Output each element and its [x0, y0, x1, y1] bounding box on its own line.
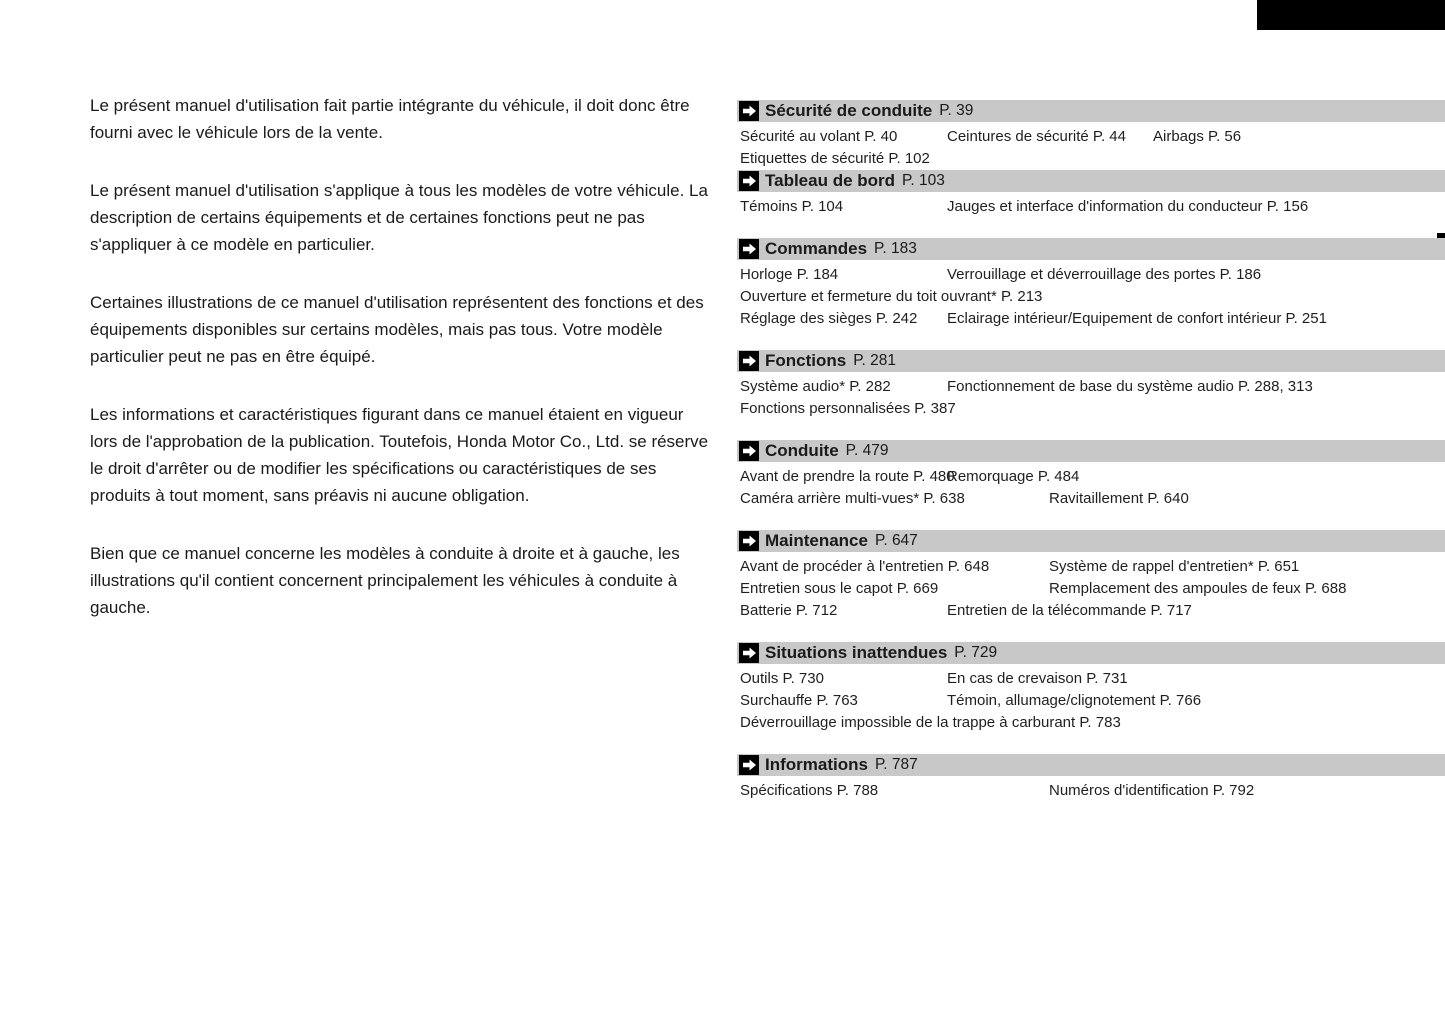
section-title: Sécurité de conduite — [765, 101, 933, 120]
table-of-contents — [737, 100, 1445, 822]
chapter-arrow-icon — [739, 101, 759, 121]
toc-section-header[interactable] — [737, 100, 1445, 122]
chapter-arrow-icon — [739, 171, 759, 191]
toc-section-securite-de-conduite — [737, 100, 1445, 170]
toc-row — [737, 578, 1445, 600]
toc-item[interactable]: Outils P. 730 — [740, 670, 824, 687]
section-title: Fonctions — [765, 351, 847, 370]
intro-text-block — [90, 92, 715, 652]
intro-paragraph: Les informations et caractéristiques figurant dans ce manuel étaient en vigueur lors de l'approbation de la publication. Toutefois, Honda Motor Co., Ltd. se réserve le droit d'arrêter ou de modifier les spécifications ou caractéristiques de ses produits à tout moment, sans préavis ni aucune obligation. — [90, 405, 709, 505]
toc-rows — [737, 556, 1445, 622]
toc-row — [737, 264, 1445, 286]
section-title: Informations — [765, 755, 868, 774]
toc-row — [737, 690, 1445, 712]
toc-section-header[interactable] — [737, 530, 1445, 552]
toc-rows — [737, 780, 1445, 802]
toc-item[interactable]: Etiquettes de sécurité P. 102 — [740, 150, 930, 167]
toc-rows — [737, 376, 1445, 420]
toc-item[interactable]: Avant de procéder à l'entretien P. 648 — [740, 558, 990, 575]
chapter-arrow-icon — [739, 643, 759, 663]
toc-rows — [737, 264, 1445, 330]
toc-row — [737, 668, 1445, 690]
toc-item[interactable]: Surchauffe P. 763 — [740, 692, 858, 709]
toc-item[interactable]: Batterie P. 712 — [740, 602, 838, 619]
intro-paragraph: Certaines illustrations de ce manuel d'utilisation représentent des fonctions et des équipements disponibles sur certains modèles, mais pas tous. Votre modèle particulier peut ne pas en être équipé. — [90, 293, 704, 366]
toc-row — [737, 126, 1445, 148]
section-page-ref: P. 647 — [874, 532, 918, 549]
corner-black-bar — [1257, 0, 1445, 30]
chapter-arrow-icon — [739, 239, 759, 259]
toc-section-conduite — [737, 440, 1445, 510]
toc-section-header[interactable] — [737, 642, 1445, 664]
toc-item[interactable]: Verrouillage et déverrouillage des portes P. 186 — [947, 266, 1262, 283]
section-page-ref: P. 729 — [954, 644, 998, 661]
section-page-ref: P. 281 — [853, 352, 897, 369]
chapter-arrow-icon — [739, 441, 759, 461]
toc-item[interactable]: Fonctionnement de base du système audio P. 288, 313 — [947, 378, 1313, 395]
toc-item[interactable]: Ravitaillement P. 640 — [1049, 490, 1189, 507]
toc-row — [737, 308, 1445, 330]
toc-section-header[interactable] — [737, 238, 1445, 260]
toc-row — [737, 466, 1445, 488]
toc-item[interactable]: Spécifications P. 788 — [740, 782, 879, 799]
section-page-ref: P. 787 — [874, 756, 918, 773]
toc-item[interactable]: Remplacement des ampoules de feux P. 688 — [1049, 580, 1347, 597]
chapter-arrow-icon — [739, 531, 759, 551]
toc-item[interactable]: Horloge P. 184 — [740, 266, 839, 283]
toc-row — [737, 148, 1445, 170]
toc-row — [737, 556, 1445, 578]
toc-item[interactable]: Système de rappel d'entretien* P. 651 — [1049, 558, 1300, 575]
toc-item[interactable]: Airbags P. 56 — [1153, 128, 1242, 145]
toc-item[interactable]: Réglage des sièges P. 242 — [740, 310, 918, 327]
toc-item[interactable]: Système audio* P. 282 — [740, 378, 891, 395]
toc-row — [737, 376, 1445, 398]
section-title: Maintenance — [765, 531, 868, 550]
toc-item[interactable]: Fonctions personnalisées P. 387 — [740, 400, 956, 417]
toc-row — [737, 600, 1445, 622]
section-title: Conduite — [765, 441, 839, 460]
intro-paragraph: Le présent manuel d'utilisation s'applique à tous les modèles de votre véhicule. La description de certains équipements et de certaines fonctions peut ne pas s'appliquer à ce modèle en particulier. — [90, 181, 708, 254]
toc-item[interactable]: En cas de crevaison P. 731 — [947, 670, 1128, 687]
section-page-ref: P. 183 — [874, 240, 917, 257]
toc-row — [737, 488, 1445, 510]
section-title: Commandes — [765, 239, 868, 258]
toc-item[interactable]: Jauges et interface d'information du conducteur P. 156 — [947, 198, 1309, 215]
section-page-ref: P. 103 — [902, 172, 945, 189]
toc-rows — [737, 196, 1445, 218]
toc-item[interactable]: Eclairage intérieur/Equipement de confort intérieur P. 251 — [947, 310, 1327, 327]
toc-section-header[interactable] — [737, 754, 1445, 776]
toc-row — [737, 712, 1445, 734]
toc-rows — [737, 466, 1445, 510]
toc-section-fonctions — [737, 350, 1445, 420]
toc-row — [737, 196, 1445, 218]
toc-row — [737, 398, 1445, 420]
section-title: Situations inattendues — [765, 643, 948, 662]
chapter-arrow-icon — [739, 755, 759, 775]
intro-paragraph: Bien que ce manuel concerne les modèles à conduite à droite et à gauche, les illustrations qu'il contient concernent principalement les véhicules à conduite à gauche. — [90, 544, 680, 617]
section-page-ref: P. 479 — [845, 442, 889, 459]
toc-row — [737, 780, 1445, 802]
toc-item[interactable]: Caméra arrière multi-vues* P. 638 — [740, 490, 965, 507]
toc-rows — [737, 126, 1445, 170]
toc-section-header[interactable] — [737, 350, 1445, 372]
toc-item[interactable]: Ouverture et fermeture du toit ouvrant* P. 213 — [740, 288, 1043, 305]
toc-item[interactable]: Entretien sous le capot P. 669 — [740, 580, 939, 597]
toc-section-situations-inattendues — [737, 642, 1445, 734]
toc-section-informations — [737, 754, 1445, 802]
toc-section-header[interactable] — [737, 170, 1445, 192]
toc-item[interactable]: Entretien de la télécommande P. 717 — [947, 602, 1192, 619]
chapter-arrow-icon — [739, 351, 759, 371]
intro-paragraph: Le présent manuel d'utilisation fait partie intégrante du véhicule, il doit donc être fourni avec le véhicule lors de la vente. — [90, 96, 690, 142]
toc-item[interactable]: Témoins P. 104 — [740, 198, 844, 215]
toc-section-header[interactable] — [737, 440, 1445, 462]
toc-rows — [737, 668, 1445, 734]
toc-item[interactable]: Avant de prendre la route P. 480 — [740, 468, 955, 485]
toc-section-maintenance — [737, 530, 1445, 622]
toc-item[interactable]: Déverrouillage impossible de la trappe à carburant P. 783 — [740, 714, 1121, 731]
toc-item[interactable]: Remorquage P. 484 — [947, 468, 1080, 485]
section-page-ref: P. 39 — [939, 102, 974, 119]
section-title: Tableau de bord — [765, 171, 896, 190]
toc-item[interactable]: Sécurité au volant P. 40 — [740, 128, 898, 145]
toc-item[interactable]: Numéros d'identification P. 792 — [1049, 782, 1255, 799]
toc-section-commandes — [737, 238, 1445, 330]
toc-item[interactable]: Témoin, allumage/clignotement P. 766 — [947, 692, 1202, 709]
toc-item[interactable]: Ceintures de sécurité P. 44 — [947, 128, 1126, 145]
toc-row — [737, 286, 1445, 308]
toc-section-tableau-de-bord — [737, 170, 1445, 218]
